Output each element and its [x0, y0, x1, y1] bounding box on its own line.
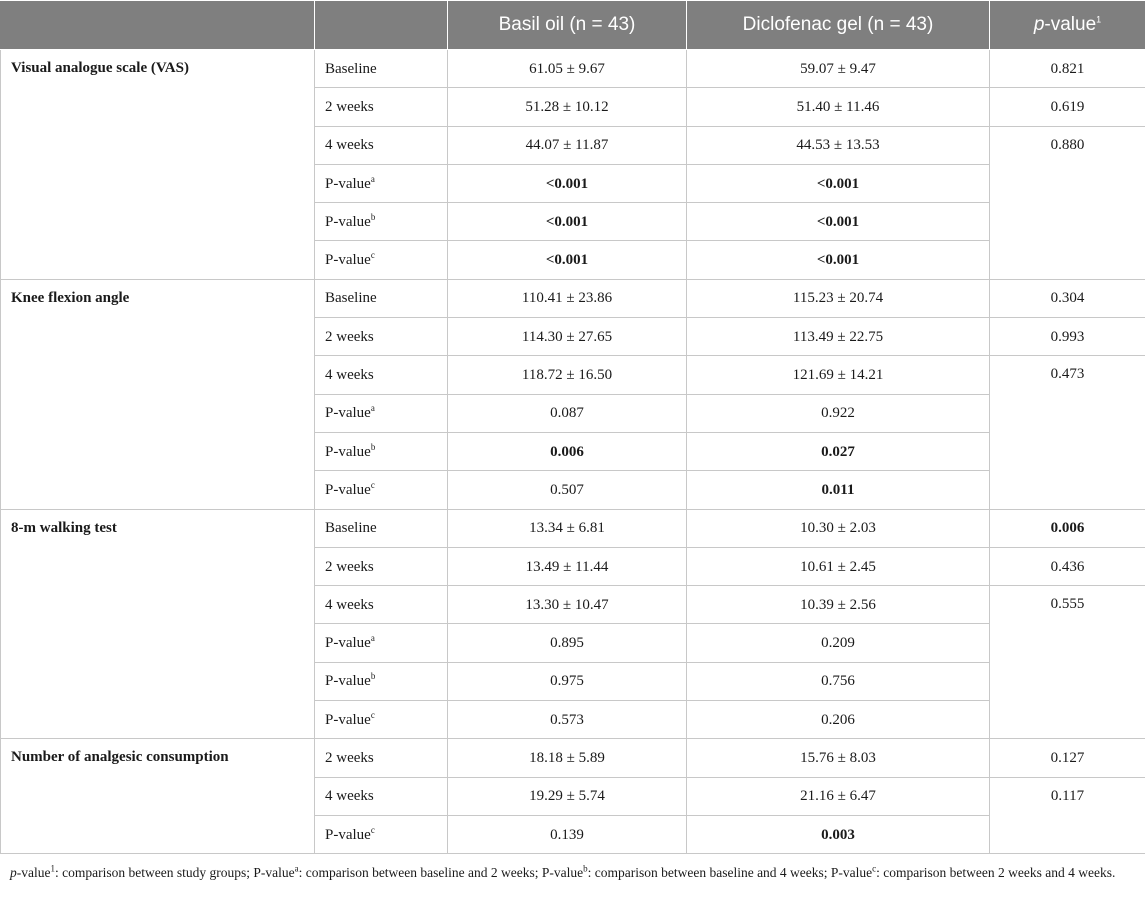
diclofenac-cell: 44.53 ± 13.53: [687, 126, 990, 164]
basil-cell: 0.006: [448, 432, 687, 470]
pvalue-label: P-value: [325, 711, 371, 728]
group-label-walking-test: 8-m walking test: [1, 509, 315, 739]
basil-cell: 19.29 ± 5.74: [448, 777, 687, 815]
timepoint-cell: [315, 394, 448, 432]
basil-cell: 114.30 ± 27.65: [448, 318, 687, 356]
pvalue-sup: b: [370, 441, 376, 452]
p-value-cell: 0.821: [990, 50, 1145, 88]
pvalue-sup: c: [370, 824, 375, 835]
basil-cell: 13.30 ± 10.47: [448, 586, 687, 624]
basil-cell: 51.28 ± 10.12: [448, 88, 687, 126]
p-value-cell: 0.006: [990, 509, 1145, 547]
timepoint-cell: [315, 241, 448, 279]
timepoint-cell: 4 weeks: [315, 586, 448, 624]
pvalue-sup: c: [370, 479, 375, 490]
table-row: [1, 509, 1145, 547]
p-value-cell: 0.993: [990, 318, 1145, 356]
basil-cell: <0.001: [448, 164, 687, 202]
timepoint-cell: [315, 815, 448, 853]
footnote-sup-b: b: [583, 863, 588, 874]
header-outcome: [1, 1, 315, 50]
table-footnote: [0, 854, 1145, 884]
timepoint-cell: [315, 471, 448, 509]
diclofenac-cell: 10.61 ± 2.45: [687, 547, 990, 585]
diclofenac-cell: 21.16 ± 6.47: [687, 777, 990, 815]
basil-cell: 110.41 ± 23.86: [448, 279, 687, 317]
pvalue-label: P-value: [325, 175, 371, 192]
timepoint-cell: 2 weeks: [315, 318, 448, 356]
p-value-cell: 0.117: [990, 777, 1145, 854]
basil-cell: 0.573: [448, 701, 687, 739]
group-label-vas: Visual analogue scale (VAS): [1, 50, 315, 280]
p-value-cell: 0.127: [990, 739, 1145, 777]
table-row: [1, 279, 1145, 317]
diclofenac-cell: 115.23 ± 20.74: [687, 279, 990, 317]
diclofenac-cell: <0.001: [687, 203, 990, 241]
diclofenac-cell: 0.756: [687, 662, 990, 700]
footnote-sup-1: 1: [50, 863, 55, 874]
table-row: [1, 739, 1145, 777]
timepoint-cell: [315, 164, 448, 202]
timepoint-cell: 4 weeks: [315, 356, 448, 394]
basil-cell: <0.001: [448, 203, 687, 241]
diclofenac-cell: 0.027: [687, 432, 990, 470]
basil-cell: 0.507: [448, 471, 687, 509]
pvalue-label: P-value: [325, 213, 371, 230]
pvalue-sup: b: [370, 671, 376, 682]
basil-cell: 0.895: [448, 624, 687, 662]
diclofenac-cell: 0.003: [687, 815, 990, 853]
pvalue-sup: a: [370, 633, 375, 644]
table-row: [1, 50, 1145, 88]
basil-cell: 18.18 ± 5.89: [448, 739, 687, 777]
pvalue-label: P-value: [325, 252, 371, 269]
header-basil-oil: Basil oil (n = 43): [448, 1, 687, 50]
pvalue-label: P-value: [325, 673, 371, 690]
timepoint-cell: 4 weeks: [315, 777, 448, 815]
basil-cell: 0.139: [448, 815, 687, 853]
pvalue-sup: a: [370, 403, 375, 414]
group-label-knee-flexion: Knee flexion angle: [1, 279, 315, 509]
pvalue-label: P-value: [325, 826, 371, 843]
diclofenac-cell: 59.07 ± 9.47: [687, 50, 990, 88]
diclofenac-cell: 0.011: [687, 471, 990, 509]
diclofenac-cell: 0.209: [687, 624, 990, 662]
footnote-text-b: : comparison between baseline and 4 weeks; P-value: [587, 865, 873, 881]
header-p-value: [990, 1, 1145, 50]
timepoint-cell: [315, 701, 448, 739]
footnote-sup-a: a: [294, 863, 299, 874]
diclofenac-cell: 0.206: [687, 701, 990, 739]
basil-cell: 61.05 ± 9.67: [448, 50, 687, 88]
timepoint-cell: [315, 624, 448, 662]
diclofenac-cell: 113.49 ± 22.75: [687, 318, 990, 356]
header-diclofenac-gel: Diclofenac gel (n = 43): [687, 1, 990, 50]
pvalue-sup: c: [370, 250, 375, 261]
pvalue-label: P-value: [325, 443, 371, 460]
header-row: [1, 1, 1145, 50]
p-value-cell: 0.619: [990, 88, 1145, 126]
timepoint-cell: Baseline: [315, 509, 448, 547]
diclofenac-cell: <0.001: [687, 241, 990, 279]
pvalue-sup: b: [370, 211, 376, 222]
basil-cell: 44.07 ± 11.87: [448, 126, 687, 164]
diclofenac-cell: 15.76 ± 8.03: [687, 739, 990, 777]
pvalue-label: P-value: [325, 635, 371, 652]
footnote-text-1: : comparison between study groups; P-value: [54, 865, 295, 881]
group-label-analgesic: Number of analgesic consumption: [1, 739, 315, 854]
timepoint-cell: Baseline: [315, 279, 448, 317]
pvalue-label: P-value: [325, 481, 371, 498]
diclofenac-cell: 10.30 ± 2.03: [687, 509, 990, 547]
p-value-cell: 0.436: [990, 547, 1145, 585]
basil-cell: <0.001: [448, 241, 687, 279]
diclofenac-cell: 0.922: [687, 394, 990, 432]
timepoint-cell: [315, 203, 448, 241]
diclofenac-cell: <0.001: [687, 164, 990, 202]
timepoint-cell: [315, 432, 448, 470]
diclofenac-cell: 121.69 ± 14.21: [687, 356, 990, 394]
timepoint-cell: 2 weeks: [315, 547, 448, 585]
timepoint-cell: [315, 662, 448, 700]
basil-cell: 118.72 ± 16.50: [448, 356, 687, 394]
header-p-sup: 1: [1096, 14, 1102, 25]
p-value-cell: 0.555: [990, 586, 1145, 739]
diclofenac-cell: 10.39 ± 2.56: [687, 586, 990, 624]
diclofenac-cell: 51.40 ± 11.46: [687, 88, 990, 126]
footnote-text-a: : comparison between baseline and 2 weeks; P-value: [298, 865, 584, 881]
basil-cell: 0.087: [448, 394, 687, 432]
timepoint-cell: 4 weeks: [315, 126, 448, 164]
header-p-rest: -value: [1044, 14, 1097, 35]
footnote-sup-c: c: [872, 863, 877, 874]
footnote-text-c: : comparison between 2 weeks and 4 weeks.: [876, 865, 1116, 881]
basil-cell: 0.975: [448, 662, 687, 700]
pvalue-sup: c: [370, 709, 375, 720]
timepoint-cell: Baseline: [315, 50, 448, 88]
footnote-p-italic: p: [10, 865, 17, 881]
p-value-cell: 0.304: [990, 279, 1145, 317]
header-p-italic: p: [1033, 14, 1045, 35]
timepoint-cell: 2 weeks: [315, 739, 448, 777]
pvalue-label: P-value: [325, 405, 371, 422]
basil-cell: 13.34 ± 6.81: [448, 509, 687, 547]
timepoint-cell: 2 weeks: [315, 88, 448, 126]
p-value-cell: 0.880: [990, 126, 1145, 279]
pvalue-sup: a: [370, 173, 375, 184]
basil-cell: 13.49 ± 11.44: [448, 547, 687, 585]
header-timepoint: [315, 1, 448, 50]
footnote-p-rest: -value: [16, 865, 51, 881]
p-value-cell: 0.473: [990, 356, 1145, 509]
